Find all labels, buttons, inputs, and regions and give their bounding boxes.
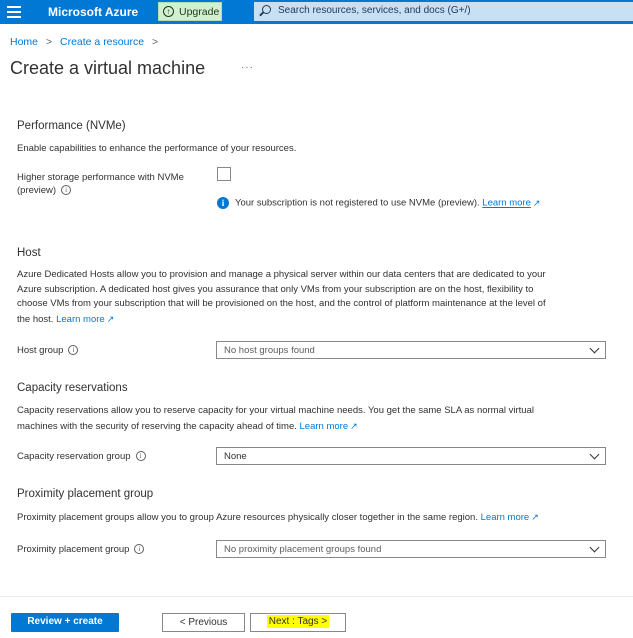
- nvme-field-label: [17, 171, 184, 197]
- host-group-label: [17, 344, 78, 357]
- proximity-group-label-text: Proximity placement group: [17, 544, 130, 555]
- next-tags-button[interactable]: [250, 613, 346, 632]
- proximity-description: [17, 510, 539, 526]
- capacity-learn-more-link[interactable]: Learn more: [299, 420, 349, 432]
- external-link-icon: ↗: [350, 420, 358, 431]
- capacity-description: [17, 404, 617, 434]
- page-title: Create a virtual machine: [10, 58, 206, 78]
- performance-description: Enable capabilities to enhance the performance of your resources.: [17, 143, 297, 154]
- upgrade-arrow-icon: ↑: [163, 6, 174, 17]
- nvme-checkbox[interactable]: [217, 167, 231, 181]
- info-icon[interactable]: i: [61, 185, 71, 195]
- host-description-line: choose VMs from your subscription that will be provisioned on the host, and the control of platform maintenance at the level of: [17, 298, 546, 309]
- section-title-performance: Performance (NVMe): [17, 120, 126, 132]
- hamburger-menu-icon[interactable]: [7, 6, 21, 18]
- top-bar: [0, 0, 633, 24]
- capacity-description-line: Capacity reservations allow you to reserve capacity for your virtual machine needs. You get the same SLA as normal virtual: [17, 405, 534, 416]
- breadcrumb-create-resource[interactable]: Create a resource: [60, 36, 145, 48]
- info-icon[interactable]: i: [136, 451, 146, 461]
- brand-title[interactable]: Microsoft Azure: [48, 5, 139, 19]
- breadcrumb-separator: >: [45, 36, 53, 48]
- nvme-label-line2: (preview): [17, 185, 57, 196]
- host-description-line: Azure subscription. A dedicated host gives you assurance that only VMs from your subscription are on the host, flexibility to: [17, 283, 534, 295]
- nvme-notice-text: Your subscription is not registered to use NVMe (preview).: [235, 197, 480, 209]
- search-placeholder: Search resources, services, and docs (G+/): [278, 5, 471, 16]
- section-title-capacity: Capacity reservations: [17, 382, 128, 394]
- proximity-group-value: No proximity placement groups found: [224, 544, 382, 555]
- breadcrumb: [10, 36, 163, 48]
- nvme-label-line1: Higher storage performance with NVMe: [17, 172, 184, 183]
- breadcrumb-home[interactable]: Home: [10, 36, 39, 48]
- info-icon[interactable]: i: [134, 544, 144, 554]
- capacity-group-value: None: [224, 451, 247, 462]
- capacity-group-label: [17, 450, 146, 463]
- host-description: [17, 268, 617, 327]
- chevron-down-icon: [590, 344, 600, 354]
- search-icon: [262, 5, 271, 14]
- external-link-icon: ↗: [106, 313, 115, 324]
- footer-divider: [0, 596, 633, 597]
- proximity-learn-more-link[interactable]: Learn more: [480, 512, 530, 523]
- section-title-proximity: Proximity placement group: [17, 488, 154, 500]
- host-group-value: No host groups found: [224, 345, 315, 356]
- chevron-down-icon: [590, 450, 600, 460]
- breadcrumb-separator: >: [151, 36, 159, 48]
- host-group-dropdown[interactable]: [216, 341, 606, 359]
- host-description-line: Azure Dedicated Hosts allow you to provision and manage a physical server within our data centers that are dedicated to your: [17, 269, 546, 280]
- proximity-group-label: [17, 543, 144, 556]
- search-input[interactable]: [254, 2, 633, 21]
- nvme-notice: [217, 197, 540, 209]
- capacity-group-label-text: Capacity reservation group: [17, 451, 131, 462]
- next-tags-label: Next : Tags >: [268, 616, 328, 627]
- proximity-description-text: Proximity placement groups allow you to group Azure resources physically closer together in the same region.: [17, 512, 478, 523]
- upgrade-button[interactable]: [158, 2, 222, 21]
- review-create-button[interactable]: Review + create: [11, 613, 119, 632]
- previous-button[interactable]: < Previous: [162, 613, 245, 632]
- more-options-icon[interactable]: ···: [241, 62, 254, 73]
- host-group-label-text: Host group: [17, 345, 64, 356]
- proximity-group-dropdown[interactable]: [216, 540, 606, 558]
- capacity-group-dropdown[interactable]: [216, 447, 606, 465]
- host-description-line: the host.: [17, 313, 54, 325]
- external-link-icon: ↗: [531, 512, 539, 522]
- section-title-host: Host: [17, 247, 41, 259]
- external-link-icon: ↗: [532, 197, 541, 208]
- nvme-learn-more-link[interactable]: Learn more: [482, 197, 531, 209]
- chevron-down-icon: [590, 543, 600, 553]
- info-filled-icon: i: [217, 197, 229, 209]
- info-icon[interactable]: i: [68, 345, 78, 355]
- upgrade-label: Upgrade: [179, 6, 220, 18]
- capacity-description-line: machines with the security of reserving the capacity ahead of time.: [17, 420, 297, 432]
- host-learn-more-link[interactable]: Learn more: [56, 313, 105, 325]
